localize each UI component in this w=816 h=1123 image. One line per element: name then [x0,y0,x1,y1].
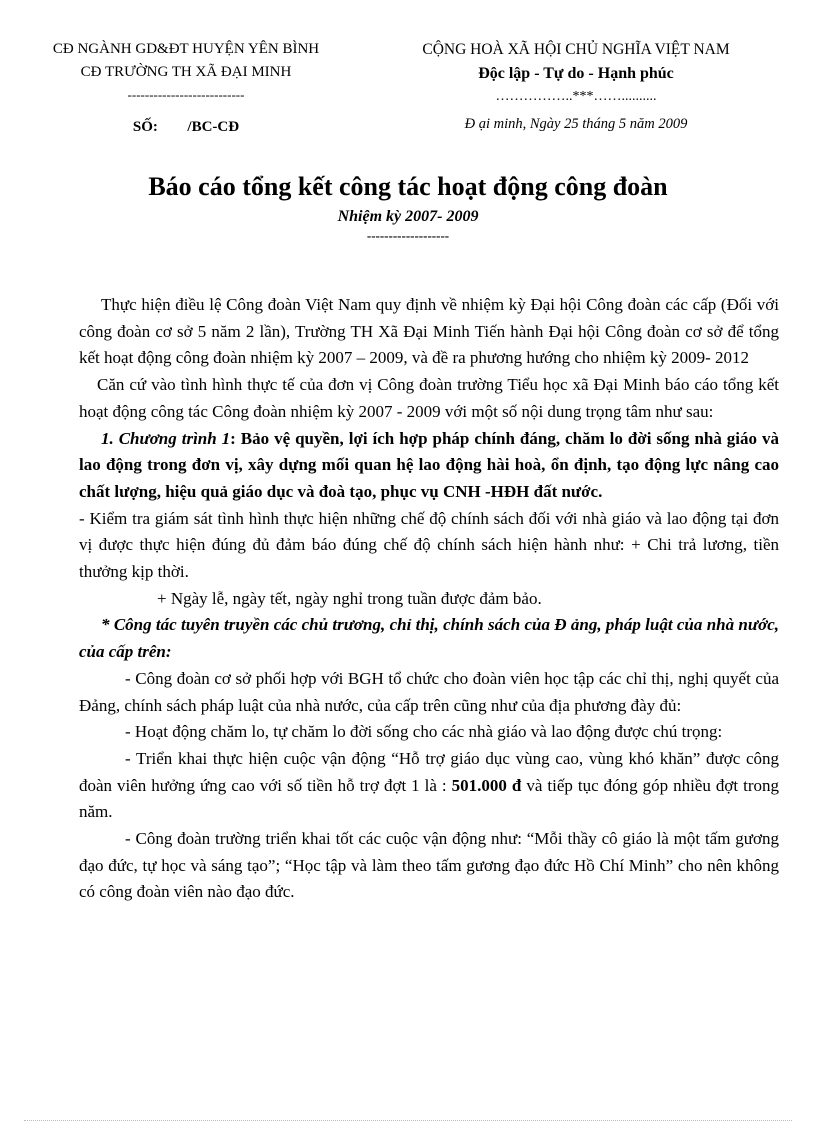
program-1-text: : Bảo vệ quyền, lợi ích hợp pháp chính đáng, chăm lo đời sống nhà giáo và lao động trong đơn vị, xây dựng mối quan hệ lao động hài hoà, ổn định, tạo động lực nâng cao chất lượng, hiệu quả giáo dục và đoà tạo, phục vụ CNH -HĐH đất nước. [79,428,779,501]
header-left-separator: --------------------------- [127,87,245,102]
title-separator: ------------------- [366,228,450,243]
paragraph-coordination: - Công đoàn cơ sở phối hợp với BGH tổ chức cho đoàn viên học tập các chỉ thị, nghị quyết của Đảng, chính sách pháp luật của nhà nước, của cấp trên cũng như của địa phương đày đủ: [79,668,779,715]
national-motto: Độc lập - Tự do - Hạnh phúc [478,65,674,82]
header-right [376,38,776,136]
paragraph-campaign [79,746,779,826]
country-name: CỘNG HOÀ XÃ HỘI CHỦ NGHĨA VIỆT NAM [422,41,730,58]
campaign-text-after: và tiếp tục đóng góp nhiều đợt trong năm. [79,775,779,822]
program-1-label: 1. Chương trình 1 [101,428,231,448]
header-right-separator: ……………..***…….......... [495,89,657,104]
paragraph-basis: Căn cứ vào tình hình thực tế của đơn vị Công đoàn trường Tiểu học xã Đại Minh báo cáo tổng kết hoạt động công tác Công đoàn nhiệm kỳ 2007 - 2009 với một số nội dung trọng tâm như sau: [79,375,779,421]
paragraph-inspection: - Kiểm tra giám sát tình hình thực hiện những chế độ chính sách đối với nhà giáo và lao động tại đơn vị được thực hiện đúng đủ đảm báo đúng chế độ chính sách hiện hành như: + Chi trả lương, tiền thưởng kịp thời. [79,508,779,582]
header-left [24,38,348,139]
union-name-line2: CĐ TRƯỜNG TH XÃ ĐẠI MINH [80,64,292,80]
document-number-value: /BC-CĐ [187,119,240,135]
paragraph-intro: Thực hiện điều lệ Công đoàn Việt Nam quy định về nhiệm kỳ Đại hội Công đoàn các cấp (Đối với công đoàn cơ sở 5 năm 2 lần), Trường TH Xã Đại Minh Tiến hành Đại hội Công đoàn cơ sở để tổng kết hoạt động công đoàn nhiệm kỳ 2007 – 2009, và đề ra phương hướng cho nhiệm kỳ 2009- 2012 [79,295,779,368]
report-body [79,292,779,906]
report-title: Báo cáo tổng kết công tác hoạt động công đoàn [148,172,668,201]
report-term: Nhiệm kỳ 2007- 2009 [337,208,479,225]
union-name-line1: CĐ NGÀNH GD&ĐT HUYỆN YÊN BÌNH [52,41,320,57]
paragraph-holidays: + Ngày lễ, ngày tết, ngày nghỉ trong tuần được đảm bảo. [157,588,542,608]
document-number [24,116,348,139]
paragraph-care: - Hoạt động chăm lo, tự chăm lo đời sống cho các nhà giáo và lao động được chú trọng: [125,722,723,742]
paragraph-ethics: - Công đoàn trường triển khai tốt các cuộc vận động như: “Mỗi thầy cô giáo là một tấm gương đạo đức, tự học và sáng tạo”; “Học tập và làm theo tấm gương đạo đức Hồ Chí Minh” cho nên không có công đoàn viên nào đạo đức. [79,829,779,902]
campaign-amount: 501.000 đ [451,775,522,795]
campaign-text-before: - Triển khai thực hiện cuộc vận động “Hỗ trợ giáo dục vùng cao, vùng khó khăn” được công đoàn viên hưởng ứng cao với số tiền hỗ trợ đợt 1 là : [79,748,779,795]
page-bottom-border [24,1120,792,1121]
document-date: Đ ại minh, Ngày 25 tháng 5 năm 2009 [464,116,688,132]
program-1-heading [79,426,779,506]
section-propaganda-heading: * Công tác tuyên truyền các chủ trương, chỉ thị, chính sách của Đ ảng, pháp luật của nhà nước, của cấp trên: [79,615,779,662]
title-block [0,170,816,244]
document-number-label: SỐ: [132,119,158,135]
